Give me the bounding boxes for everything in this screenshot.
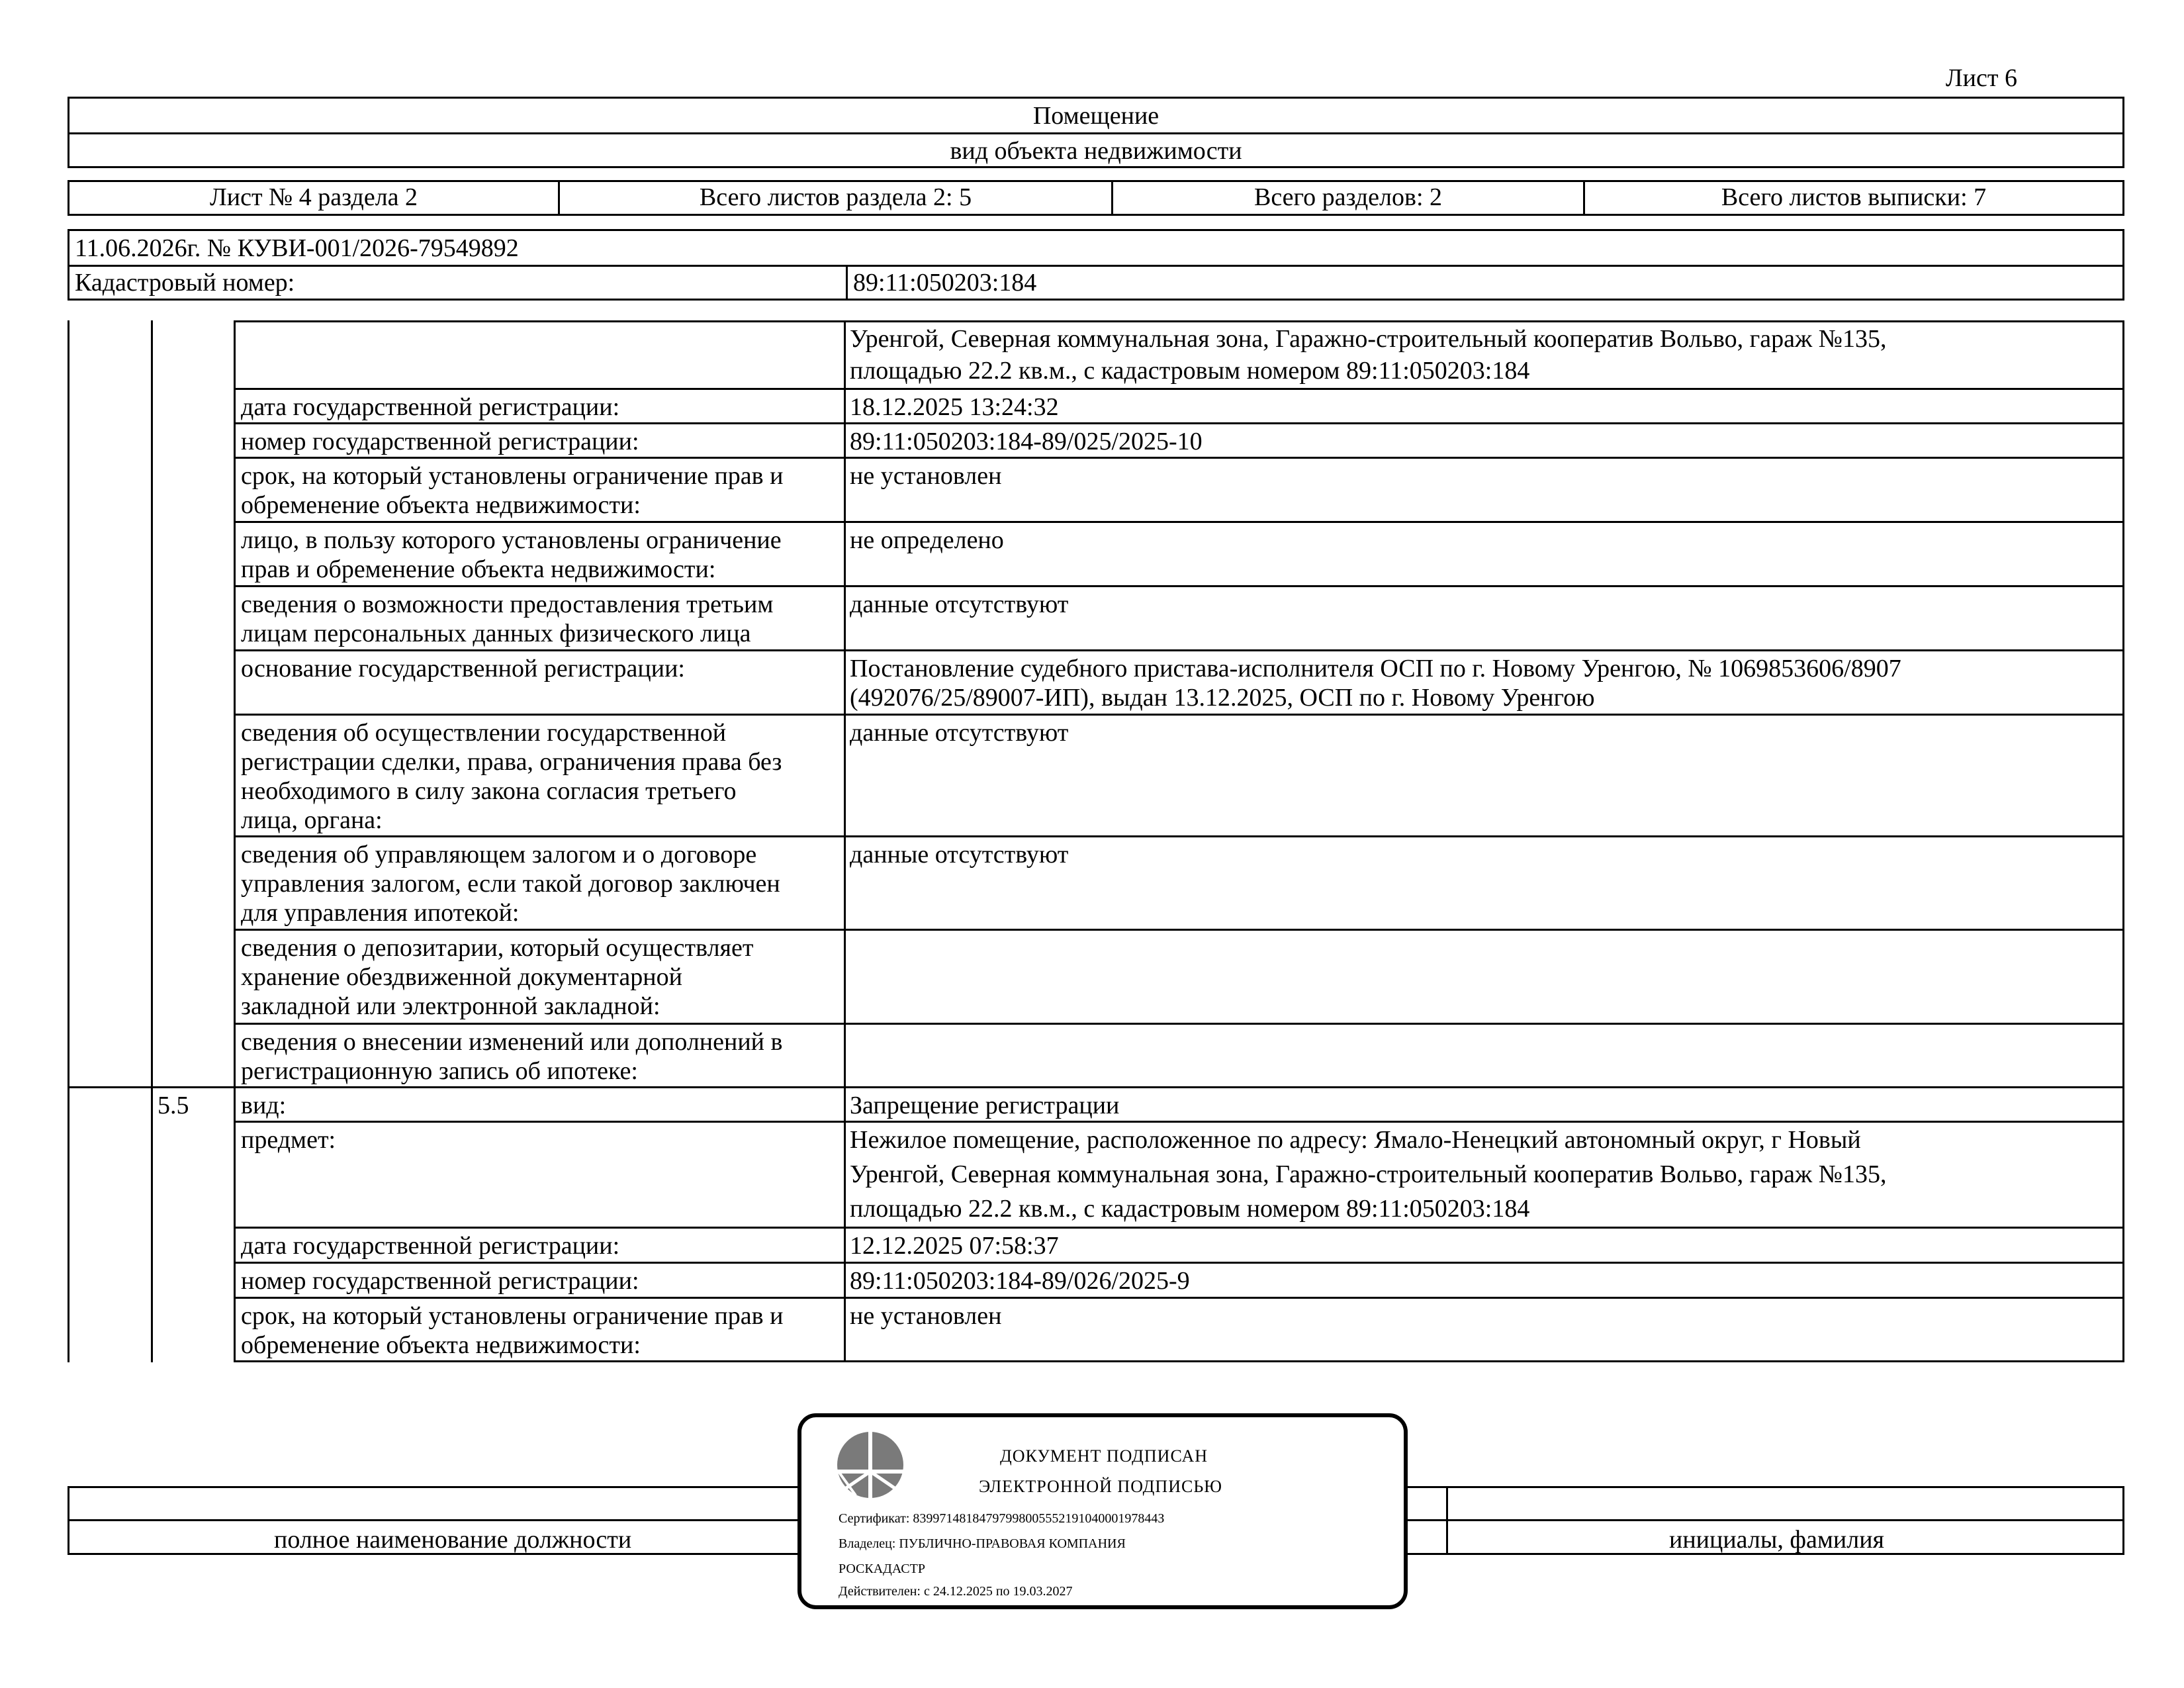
table-border bbox=[844, 320, 846, 1362]
personal-data-value: данные отсутствуют bbox=[850, 590, 1069, 618]
row-line bbox=[234, 1023, 2124, 1025]
reg-number-value: 89:11:050203:184-89/025/2025-10 bbox=[850, 428, 1203, 455]
table-border bbox=[234, 320, 236, 1362]
term-label: обременение объекта недвижимости: bbox=[241, 1331, 641, 1359]
reg-date-label: дата государственной регистрации: bbox=[241, 1232, 620, 1260]
consent-label: лица, органа: bbox=[241, 806, 383, 834]
document-info bbox=[68, 229, 2124, 301]
divider bbox=[69, 265, 2122, 267]
term-label: обременение объекта недвижимости: bbox=[241, 491, 641, 519]
sheet-label: Лист 6 bbox=[1945, 64, 2017, 92]
divider bbox=[69, 132, 2122, 134]
reg-number-value: 89:11:050203:184-89/026/2025-9 bbox=[850, 1267, 1190, 1295]
row-line bbox=[234, 1227, 2124, 1229]
pledge-manager-value: данные отсутствуют bbox=[850, 841, 1069, 868]
cadastral-number: 89:11:050203:184 bbox=[853, 269, 1037, 297]
sheet-info-row bbox=[68, 180, 2124, 216]
kind-label: вид: bbox=[241, 1092, 287, 1119]
term-value: не установлен bbox=[850, 462, 1002, 490]
row-line bbox=[234, 835, 2124, 837]
certificate-owner: Владелец: ПУБЛИЧНО-ПРАВОВАЯ КОМПАНИЯ bbox=[839, 1536, 1126, 1551]
row-line bbox=[234, 585, 2124, 587]
stamp-title: ДОКУМЕНТ ПОДПИСАН bbox=[1000, 1446, 1208, 1466]
mortgage-changes-label: сведения о внесении изменений или дополнений в bbox=[241, 1028, 783, 1056]
row-line bbox=[68, 1086, 2124, 1088]
pledge-manager-label: управления залогом, если такой договор заключен bbox=[241, 870, 780, 898]
certificate-number: Сертификат: 8399714818479799800555219104000197844З bbox=[839, 1511, 1165, 1526]
cadastral-label: Кадастровый номер: bbox=[75, 269, 295, 297]
reg-number-label: номер государственной регистрации: bbox=[241, 428, 639, 455]
reg-number-label: номер государственной регистрации: bbox=[241, 1267, 639, 1295]
row-line bbox=[234, 521, 2124, 523]
pledge-manager-label: сведения об управляющем залогом и о договоре bbox=[241, 841, 757, 868]
entry-index: 5.5 bbox=[158, 1092, 189, 1119]
consent-label: сведения об осуществлении государственной bbox=[241, 719, 727, 747]
certificate-owner: РОСКАДАСТР bbox=[839, 1562, 925, 1576]
subject-value: Нежилое помещение, расположенное по адресу: Ямало-Ненецкий автономный округ, г Новый bbox=[850, 1126, 1861, 1154]
reg-date-value: 12.12.2025 07:58:37 bbox=[850, 1232, 1059, 1260]
basis-value: Постановление судебного пристава-исполнителя ОСП по г. Новому Уренгою, № 1069853606/8907 bbox=[850, 655, 1901, 682]
consent-label: необходимого в силу закона согласия третьего bbox=[241, 777, 737, 805]
subject-value: площадью 22.2 кв.м., с кадастровым номером 89:11:050203:184 bbox=[850, 1195, 1530, 1223]
pledge-manager-label: для управления ипотекой: bbox=[241, 899, 520, 927]
row-line bbox=[234, 320, 2124, 322]
subject-continued-line: площадью 22.2 кв.м., с кадастровым номером 89:11:050203:184 bbox=[850, 357, 1530, 385]
row-line bbox=[234, 1360, 2124, 1362]
personal-data-label: лицам персональных данных физического лица bbox=[241, 620, 751, 647]
row-line bbox=[234, 929, 2124, 931]
row-line bbox=[234, 1297, 2124, 1299]
subject-value: Уренгой, Северная коммунальная зона, Гаражно-строительный кооператив Вольво, гараж №135, bbox=[850, 1160, 1887, 1188]
table-border bbox=[151, 320, 153, 1362]
row-line bbox=[234, 649, 2124, 651]
divider bbox=[1448, 1519, 2122, 1521]
subject-label: предмет: bbox=[241, 1126, 336, 1154]
personal-data-label: сведения о возможности предоставления третьим bbox=[241, 590, 774, 618]
kind-value: Запрещение регистрации bbox=[850, 1092, 1120, 1119]
row-line bbox=[234, 714, 2124, 716]
object-type-caption: вид объекта недвижимости bbox=[950, 137, 1242, 165]
electronic-signature-stamp bbox=[797, 1413, 1408, 1609]
subject-continued-line: Уренгой, Северная коммунальная зона, Гаражно-строительный кооператив Вольво, гараж №135, bbox=[850, 325, 1887, 353]
reg-date-label: дата государственной регистрации: bbox=[241, 393, 620, 421]
row-line bbox=[234, 388, 2124, 390]
row-line bbox=[234, 1262, 2124, 1264]
row-line bbox=[234, 422, 2124, 424]
divider bbox=[846, 265, 848, 299]
section-sheet-total: Всего листов раздела 2: 5 bbox=[560, 180, 1113, 216]
consent-label: регистрации сделки, права, ограничения права без bbox=[241, 748, 782, 776]
mortgage-changes-label: регистрационную запись об ипотеке: bbox=[241, 1057, 638, 1085]
object-type-box bbox=[68, 97, 2124, 168]
basis-value: (492076/25/89007-ИП), выдан 13.12.2025, ОСП по г. Новому Уренгою bbox=[850, 684, 1595, 712]
rosreestr-logo-icon bbox=[836, 1430, 905, 1499]
table-border bbox=[2122, 320, 2124, 1362]
object-type: Помещение bbox=[1032, 102, 1160, 130]
beneficiary-value: не определено bbox=[850, 526, 1004, 554]
table-border bbox=[68, 320, 69, 1362]
basis-label: основание государственной регистрации: bbox=[241, 655, 685, 682]
name-caption: инициалы, фамилия bbox=[1669, 1526, 1885, 1554]
depository-label: закладной или электронной закладной: bbox=[241, 992, 660, 1020]
sheet-of-section: Лист № 4 раздела 2 bbox=[68, 180, 560, 216]
term-label: срок, на который установлены ограничение прав и bbox=[241, 1302, 784, 1330]
position-caption: полное наименование должности bbox=[274, 1526, 632, 1554]
stamp-title: ЭЛЕКТРОННОЙ ПОДПИСЬЮ bbox=[979, 1477, 1222, 1496]
beneficiary-label: лицо, в пользу которого установлены ограничение bbox=[241, 526, 782, 554]
consent-value: данные отсутствуют bbox=[850, 719, 1069, 747]
document-number: 11.06.2026г. № КУВИ-001/2026-79549892 bbox=[75, 234, 519, 262]
term-value: не установлен bbox=[850, 1302, 1002, 1330]
sections-total: Всего разделов: 2 bbox=[1113, 180, 1585, 216]
certificate-validity: Действителен: с 24.12.2025 по 19.03.2027 bbox=[839, 1584, 1073, 1599]
beneficiary-label: прав и обременение объекта недвижимости: bbox=[241, 555, 716, 583]
extract-sheets-total: Всего листов выписки: 7 bbox=[1585, 180, 2124, 216]
row-line bbox=[234, 1121, 2124, 1123]
reg-date-value: 18.12.2025 13:24:32 bbox=[850, 393, 1059, 421]
row-line bbox=[234, 457, 2124, 459]
depository-label: сведения о депозитарии, который осуществляет bbox=[241, 934, 754, 962]
term-label: срок, на который установлены ограничение прав и bbox=[241, 462, 784, 490]
depository-label: хранение обездвиженной документарной bbox=[241, 963, 682, 991]
